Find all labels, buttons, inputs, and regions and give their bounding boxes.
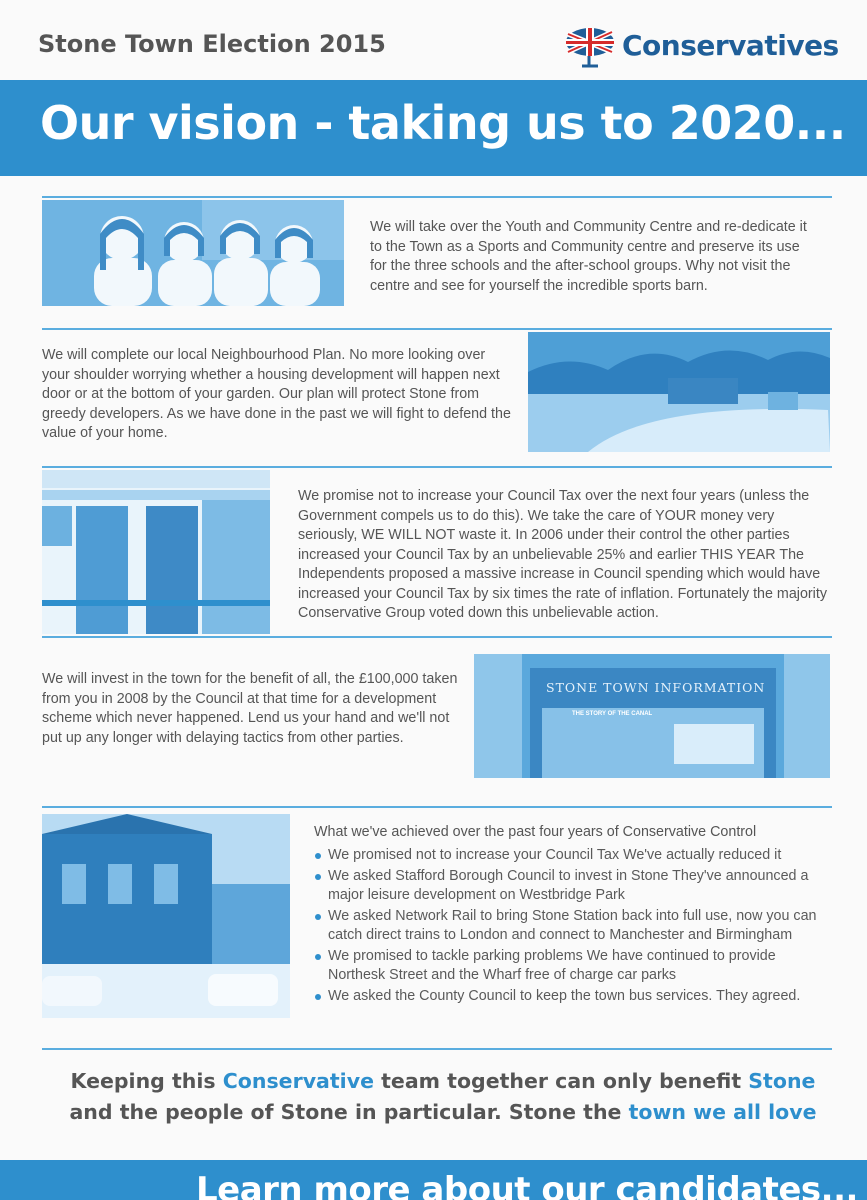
sign-title: STONE TOWN INFORMATION (546, 680, 766, 695)
candidates-banner-text: Learn more about our candidates... (196, 1170, 858, 1200)
divider (42, 1048, 832, 1050)
closing-part-2: team together can only benefit (373, 1069, 749, 1093)
building-car-park-photo (42, 814, 290, 1018)
closing-part-1: Keeping this (70, 1069, 223, 1093)
achievement-item: We asked Stafford Borough Council to invest in Stone They've announced a major leisure development on Westbridge Park (314, 867, 834, 906)
closing-highlight-town: town we all love (628, 1100, 817, 1124)
section-council-tax-text: We promise not to increase your Council Tax over the next four years (unless the Government compels us to do this). We take the care of YOUR money very seriously, WE WILL NOT waste it. In 2006 under their control the other parties increased your Council Tax by an unbelievable 25% and earlier THIS YEAR The Independents proposed a massive increase in Council spending which would have increased your Council Tax by six times the rate of inflation. Fortunately the majority Conservative Group voted down this unbelievable action. (298, 488, 827, 621)
divider (42, 328, 832, 330)
achievement-item: We asked the County Council to keep the town bus services. They agreed. (314, 987, 834, 1007)
candidates-banner (0, 1160, 867, 1200)
achievement-item: We promised to tackle parking problems We have continued to provide Northesk Street and the Wharf free of charge car parks (314, 947, 834, 986)
conservatives-logo (562, 26, 839, 68)
achievements-title: What we've achieved over the past four years of Conservative Control (314, 824, 757, 840)
logo-text: Conservatives (622, 29, 839, 62)
section-invest-text: We will invest in the town for the benefit of all, the £100,000 taken from you in 2008 by the Council at that time for a development scheme which never happened. Lend us your hand and we'll not put up any longer with delaying tactics from other parties. (42, 671, 458, 746)
divider (42, 466, 832, 468)
town-information-sign-photo (474, 654, 830, 778)
achievement-item: We promised not to increase your Council Tax We've actually reduced it (314, 846, 834, 866)
house-doors-photo (42, 470, 270, 634)
divider (42, 806, 832, 808)
sign-subtitle: THE STORY OF THE CANAL (572, 711, 653, 717)
closing-part-3: and the people of Stone in particular. Stone the (69, 1100, 629, 1124)
section-neighbourhood-plan-text: We will complete our local Neighbourhood Plan. No more looking over your shoulder worrying whether a housing development will happen next door or at the bottom of your garden. Our plan will protect Stone from greedy developers. As we have done in the past we will fight to defend the value of your home. (42, 347, 511, 441)
divider (42, 196, 832, 198)
vision-banner (0, 80, 867, 176)
divider (42, 636, 832, 638)
canal-photo (528, 332, 830, 452)
vision-title: Our vision - taking us to 2020... (40, 96, 846, 150)
closing-highlight-conservative: Conservative (222, 1069, 374, 1093)
closing-highlight-stone: Stone (748, 1069, 816, 1093)
achievements-list (314, 846, 834, 1007)
closing-statement (48, 1066, 838, 1128)
children-photo (42, 200, 344, 306)
union-jack-tree-icon (562, 26, 620, 68)
section-youth-centre-text: We will take over the Youth and Community Centre and re-dedicate it to the Town as a Sports and Community centre and preserve its use for the three schools and the after-school groups. Why not visit the centre and see for yourself the incredible sports barn. (370, 219, 807, 294)
election-title: Stone Town Election 2015 (38, 30, 386, 58)
achievement-item: We asked Network Rail to bring Stone Station back into full use, now you can catch direct trains to London and connect to Manchester and Birmingham (314, 907, 834, 946)
